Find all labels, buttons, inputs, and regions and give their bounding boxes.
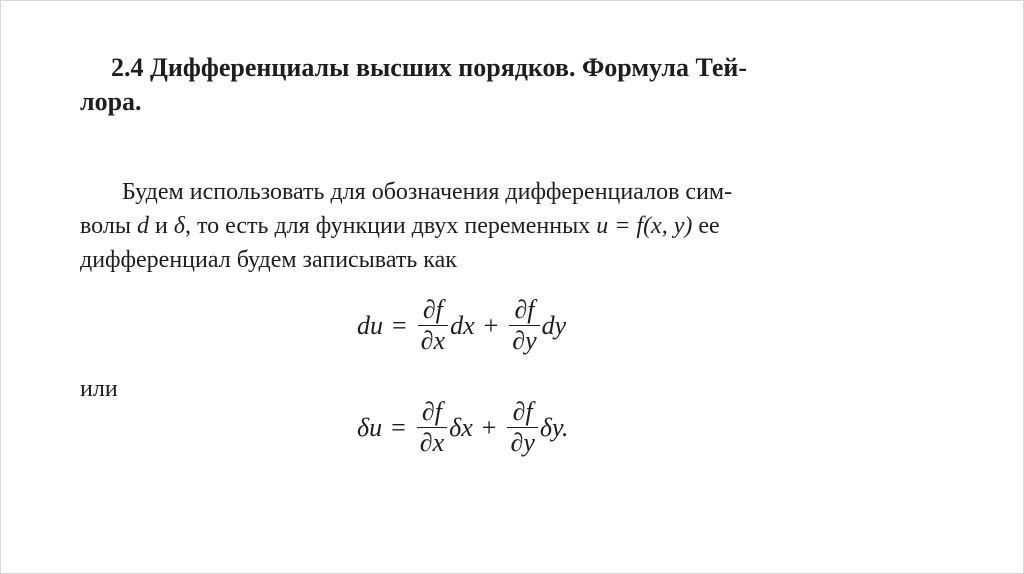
formula-term: δx xyxy=(449,412,473,442)
paragraph-text: , то есть для функции двух переменных xyxy=(184,213,597,239)
formula-term: δy. xyxy=(539,412,569,442)
plus-sign: + xyxy=(481,412,497,442)
paragraph-line-1: Будем использовать для обозначения дифференциалов сим- xyxy=(122,179,733,205)
differential-formula-delta xyxy=(357,397,569,458)
formula-lhs: du xyxy=(357,310,383,340)
fraction-denominator: ∂y xyxy=(509,325,539,356)
fraction-denominator: ∂x xyxy=(418,325,448,356)
equals-sign: = xyxy=(392,310,407,340)
equals-sign: = xyxy=(391,412,406,442)
paragraph-text: волы xyxy=(80,213,137,239)
math-symbol-delta: δ xyxy=(173,213,185,239)
formula-term: dx xyxy=(450,310,475,340)
paragraph-text: и xyxy=(148,213,174,239)
section-heading: 2.4 Дифференциалы высших порядков. Формула Тей- xyxy=(111,53,748,82)
section-heading-continuation: лора. xyxy=(80,87,142,116)
fraction-numerator: ∂f xyxy=(422,295,443,324)
fraction-numerator: ∂f xyxy=(421,397,442,426)
fraction-numerator: ∂f xyxy=(514,295,535,324)
formula-lhs: δu xyxy=(357,412,383,442)
paragraph-line-2 xyxy=(80,210,720,242)
partial-fraction-y xyxy=(507,397,537,458)
inline-formula: u = f(x, y) xyxy=(596,213,693,239)
fraction-numerator: ∂f xyxy=(512,397,533,426)
partial-fraction-x xyxy=(418,295,448,356)
paragraph-text: ее xyxy=(692,213,720,239)
math-symbol-d: d xyxy=(136,213,149,239)
formula-term: dy xyxy=(541,310,567,340)
connector-word: или xyxy=(80,376,118,402)
partial-fraction-y xyxy=(509,295,539,356)
differential-formula-d xyxy=(357,295,566,356)
paragraph-line-3: дифференциал будем записывать как xyxy=(80,247,457,273)
fraction-denominator: ∂y xyxy=(507,427,537,458)
plus-sign: + xyxy=(483,310,499,340)
partial-fraction-x xyxy=(417,397,447,458)
fraction-denominator: ∂x xyxy=(417,427,447,458)
